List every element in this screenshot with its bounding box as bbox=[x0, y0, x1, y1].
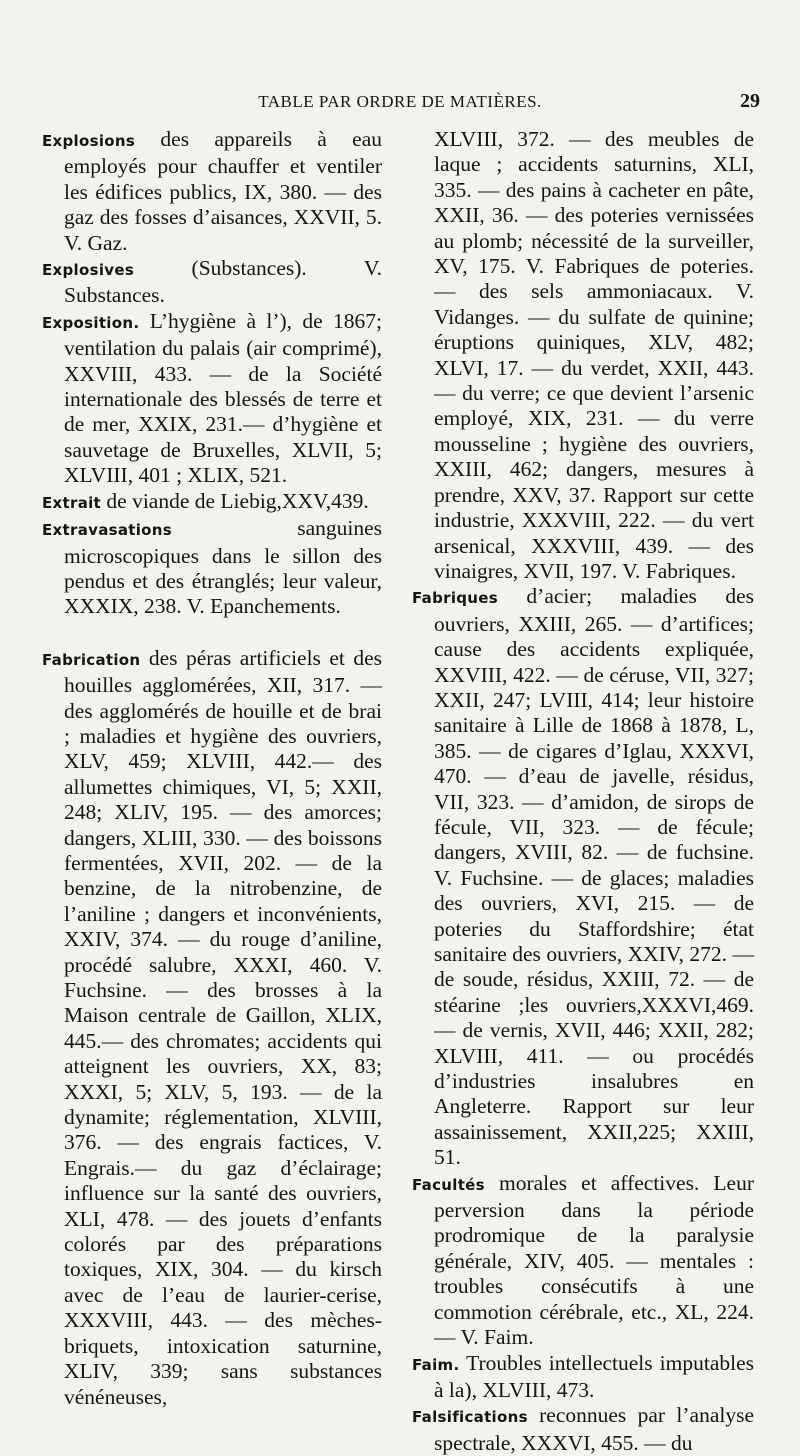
running-title: TABLE PAR ORDRE DE MATIÈRES. bbox=[258, 92, 542, 111]
index-entry-fabrication: Fabrication des péras artificiels et des houilles agglomérées, XII, 317. — des agglomérés de houille et de brai ; maladies et hygiène des ouvriers, XLV, 459; XLVIII, 442.— des allumettes chimiques, VI, 5; XXII, 248; XLIV, 195. — des amorces; dangers, XLIII, 330. — des boissons fermentées, XVII, 202. — de la benzine, de la nitrobenzine, de l’aniline ; dangers et inconvénients, XXIV, 374. — du rouge d’aniline, procédé salubre, XXXI, 460. V. Fuchsine. — des brosses à la Maison centrale de Gaillon, XLIX, 445.— des chromates; accidents qui atteignent les ouvriers, XX, 83; XXXI, 5; XLV, 5, 193. — de la dynamite; réglementation, XLVIII, 376. — des engrais factices, V. Engrais.— du gaz d’éclairage; influence sur la santé des ouvriers, XLI, 478. — des jouets d’enfants colorés par des préparations toxiques, XIX, 304. — du kirsch avec de l’eau de laurier-cerise, XXXVIII, 443. — des mèches-briquets, intoxication saturnine, XLIV, 339; sans substances vénéneuses, bbox=[42, 645, 382, 1409]
index-entry-facultes: Facultés morales et affectives. Leur perversion dans la période prodromique de la paralysie générale, XIV, 405. — mentales : troubles consécutifs à une commotion cérébrale, etc., XL, 224. — V. Faim. bbox=[412, 1170, 754, 1350]
page-number: 29 bbox=[740, 90, 760, 112]
index-entry-explosives: Explosives (Substances). V. Substances. bbox=[42, 256, 382, 308]
index-entry-fabriques: Fabriques d’acier; maladies des ouvriers, XXIII, 265. — d’artifices; cause des accidents expliquée, XXVIII, 422. — de céruse, VII, 327; XXII, 247; LVIII, 414; leur histoire sanitaire à Lille de 1868 à 1878, L, 385. — de cigares d’Iglau, XXXVI, 470. — d’eau de javelle, résidus, VII, 323. — d’amidon, de sirops de fécule, VII, 323. — de fécule; dangers, XVIII, 82. — de fuchsine. V. Fuchsine. — de glaces; maladies des ouvriers, XVI, 215. — de poteries du Staffordshire; état sanitaire des ouvriers, XXIV, 272. — de soude, résidus, XXIII, 72. — de stéarine ;les ouvriers,XXXVI,469. — de vernis, XVII, 446; XXII, 282; XLVIII, 411. — ou procédés d’industries insalubres en Angleterre. Rapport sur leur assainissement, XXII,225; XXIII, 51. bbox=[412, 584, 754, 1170]
index-entry-extrait: Extrait de viande de Liebig,XXV,439. bbox=[42, 488, 369, 513]
left-column bbox=[42, 127, 382, 1410]
index-entry-explosions: Explosions des appareils à eau employés pour chauffer et ventiler les édifices publics, IX, 380. — des gaz des fosses d’aisances, XXVII, 5. V. Gaz. bbox=[42, 127, 382, 255]
page-header bbox=[40, 88, 760, 118]
index-entry-faim: Faim. Troubles intellectuels imputables à la), XLVIII, 473. bbox=[412, 1350, 754, 1402]
index-entry-falsifications: Falsifications reconnues par l’analyse spectrale, XXXVI, 455. — du bbox=[412, 1403, 754, 1455]
index-entry-fabrication-continued: XLVIII, 372. — des meubles de laque ; accidents saturnins, XLI, 335. — des pains à cacheter en pâte, XXII, 36. — des poteries vernissées au plomb; nécessité de la surveiller, XV, 175. V. Fabriques de poteries. — des sels ammoniacaux. V. Vidanges. — du sulfate de quinine; éruptions quiniques, XLV, 482; XLVI, 17. — du verdet, XXII, 443. — du verre; ce que devient l’arsenic employé, XIX, 231. — du verre mousseline ; hygiène des ouvriers, XXIII, 462; dangers, mesures à prendre, XXV, 37. Rapport sur cette industrie, XXXVIII, 222. — du vert arsenical, XXXVIII, 439. — des vinaigres, XVII, 197. V. Fabriques. bbox=[434, 127, 754, 583]
index-entry-exposition: Exposition. L’hygiène à l’), de 1867; ventilation du palais (air comprimé), XXVIII, 433. — de la Société internationale des blessés de terre et de mer, XXIX, 231.— d’hygiène et sauvetage de Bruxelles, XLVII, 5; XLVIII, 401 ; XLIX, 521. bbox=[42, 308, 382, 488]
index-entry-extravasations: Extravasations sanguines microscopiques dans le sillon des pendus et des étranglés; leur valeur, XXXIX, 238. V. Epanchements. bbox=[42, 516, 382, 619]
right-column bbox=[412, 127, 754, 1456]
